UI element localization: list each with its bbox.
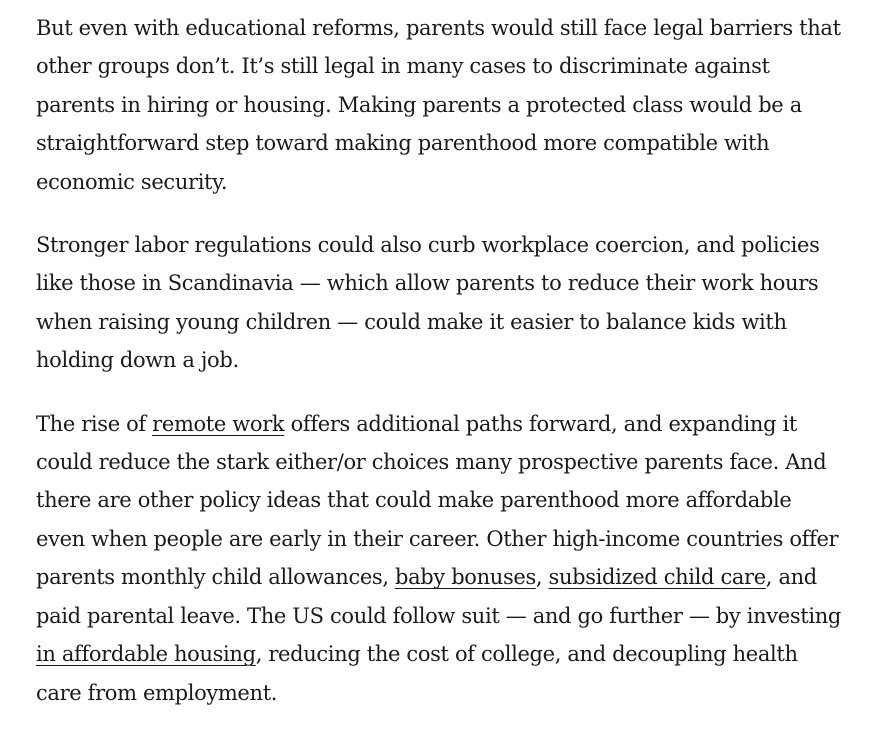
article-body: [36, 9, 846, 737]
link-baby-bonuses[interactable]: baby bonuses: [395, 565, 536, 590]
link-subsidized-child-care[interactable]: subsidized child care: [548, 565, 766, 590]
link-remote-work[interactable]: remote work: [152, 411, 285, 436]
paragraph-legal-barriers: But even with educational reforms, parents would still face legal barriers that other groups don’t. It’s still legal in many cases to discriminate against parents in hiring or housing. Making parents a protected class would be a straightforward step toward making parenthood more compatible with economic security.: [36, 16, 841, 194]
paragraph-text: ,: [535, 565, 549, 590]
paragraph-policy-ideas: [36, 405, 846, 712]
paragraph-text: The rise of: [36, 411, 153, 436]
paragraph-text: , reducing the cost of college, and decoupling health care from employment.: [36, 642, 798, 705]
paragraph-text: , and paid parental leave. The US could follow suit — and go further — by investing: [36, 565, 842, 628]
paragraph-labor-regulations: Stronger labor regulations could also curb workplace coercion, and policies like those in Scandinavia — which allow parents to reduce their work hours when raising young children — could make it easier to balance kids with holding down a job.: [36, 233, 820, 373]
link-affordable-housing[interactable]: in affordable housing: [36, 642, 256, 667]
paragraph-text: offers additional paths forward, and expanding it could reduce the stark either/or choices many prospective parents face. And there are other policy ideas that could make parenthood more affordable even when people are early in their career. Other high-income countries offer parents monthly child allowances,: [36, 411, 839, 590]
